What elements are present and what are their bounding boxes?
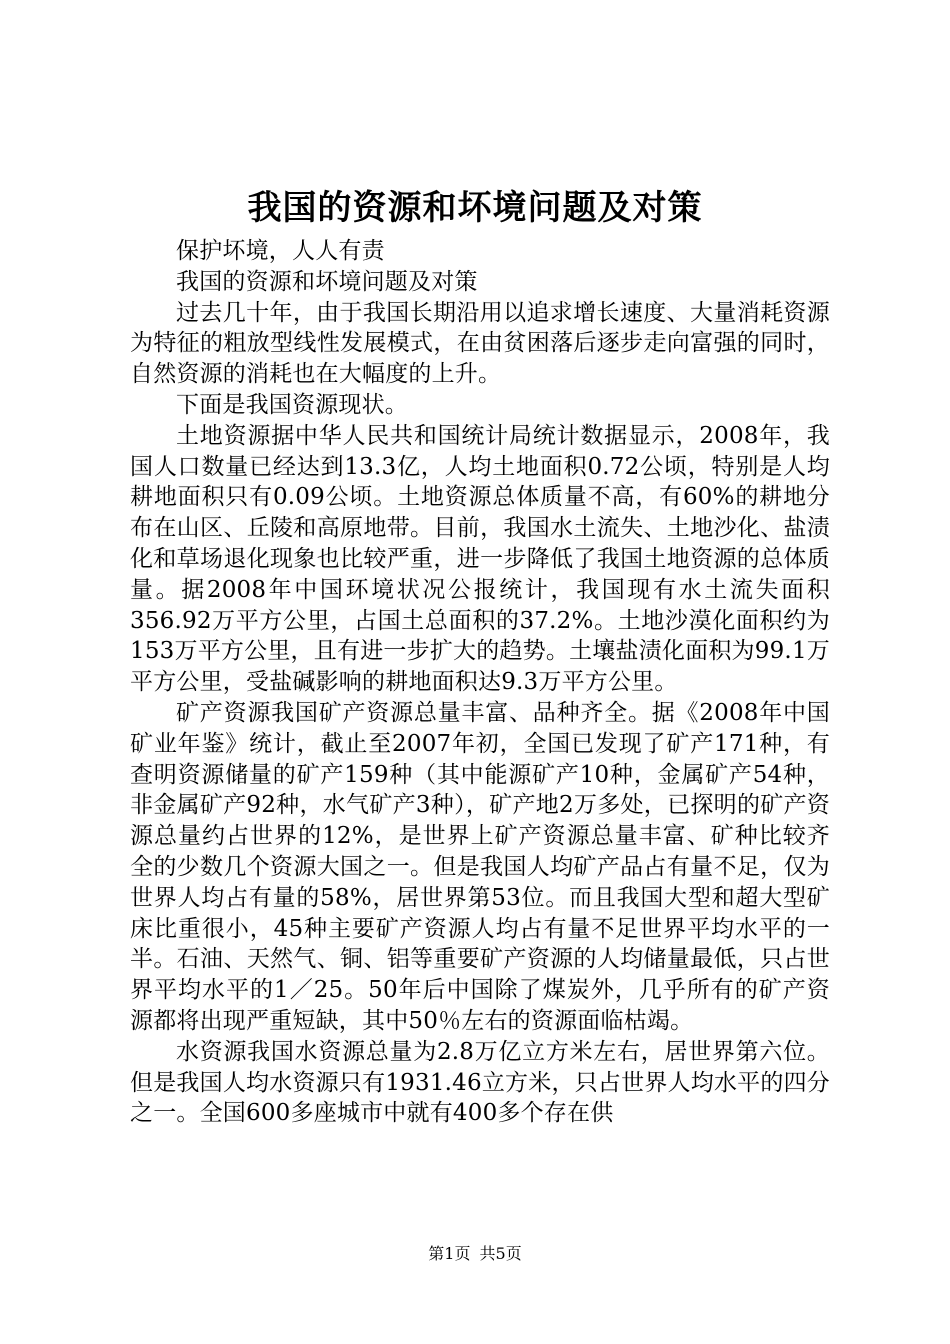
- page-number: 第1页: [428, 1244, 471, 1263]
- paragraph-intro: 过去几十年，由于我国长期沿用以追求增长速度、大量消耗资源为特征的粗放型线性发展模式，在由贫困落后逐步走向富强的同时，自然资源的消耗也在大幅度的上升。: [130, 299, 830, 388]
- paragraph-mineral-resources: 矿产资源我国矿产资源总量丰富、品种齐全。据《2008年中国矿业年鉴》统计，截止至2007年初，全国已发现了矿产171种，有查明资源储量的矿产159种（其中能源矿产10种，金属矿产54种，非金属矿产92种，水气矿产3种），矿产地2万多处，已探明的矿产资源总量约占世界的12%，是世界上矿产资源总量丰富、矿种比较齐全的少数几个资源大国之一。但是我国人均矿产品占有量不足，仅为世界人均占有量的58%，居世界第53位。而且我国大型和超大型矿床比重很小，45种主要矿产资源人均占有量不足世界平均水平的一半。石油、天然气、铜、铝等重要矿产资源的人均储量最低，只占世界平均水平的1／25。50年后中国除了煤炭外，几乎所有的矿产资源都将出现严重短缺，其中50％左右的资源面临枯竭。: [130, 699, 830, 1034]
- paragraph-status-lead: 下面是我国资源现状。: [176, 391, 408, 418]
- document-title: 我国的资源和坏境问题及对策: [247, 188, 703, 228]
- paragraph-subtitle: 我国的资源和坏境问题及对策: [176, 268, 478, 295]
- page-total: 共5页: [479, 1244, 522, 1263]
- paragraph-water-resources: 水资源我国水资源总量为2.8万亿立方米左右，居世界第六位。但是我国人均水资源只有1931.46立方米，只占世界人均水平的四分之一。全国600多座城市中就有400多个存在供: [130, 1038, 830, 1127]
- paragraph-slogan: 保护坏境，人人有责: [176, 238, 385, 264]
- page-footer: [0, 1243, 950, 1265]
- paragraph-land-resources: 土地资源据中华人民共和国统计局统计数据显示，2008年，我国人口数量已经达到13.3亿，人均土地面积0.72公顷，特别是人均耕地面积只有0.09公顷。土地资源总体质量不高，有60%的耕地分布在山区、丘陵和高原地带。目前，我国水土流失、土地沙化、盐渍化和草场退化现象也比较严重，进一步降低了我国土地资源的总体质量。据2008年中国环境状况公报统计，我国现有水土流失面积356.92万平方公里，占国土总面积的37.2%。土地沙漠化面积约为153万平方公里，且有进一步扩大的趋势。土壤盐渍化面积为99.1万平方公里，受盐碱影响的耕地面积达9.3万平方公里。: [130, 422, 830, 696]
- document-body: [130, 236, 830, 1129]
